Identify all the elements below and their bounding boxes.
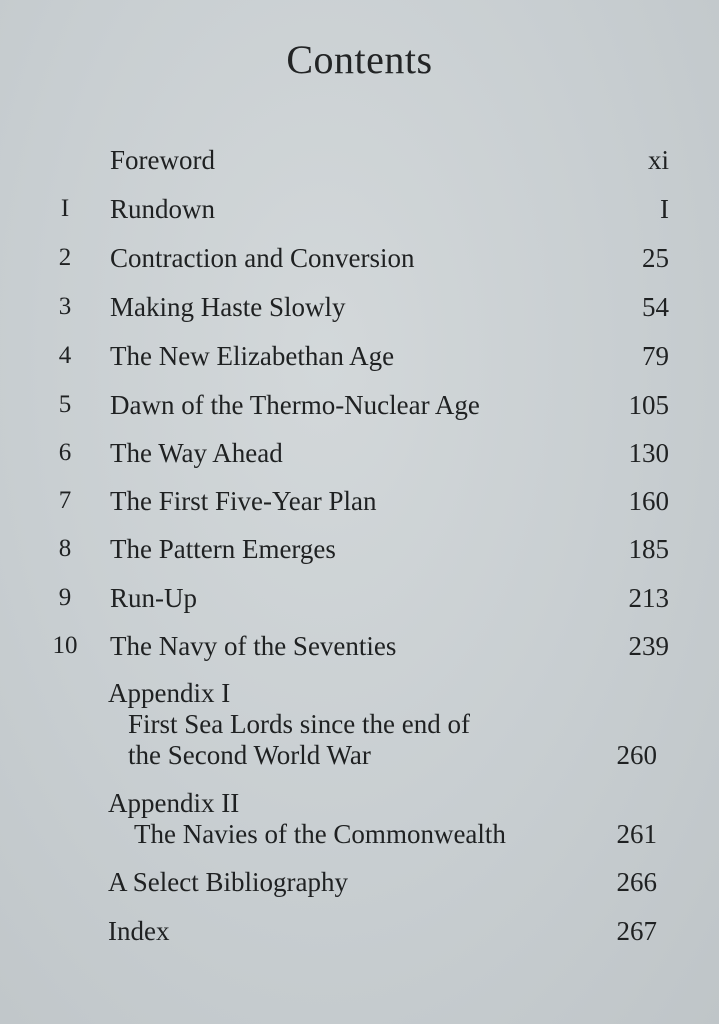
chapter-title: Making Haste Slowly xyxy=(110,292,346,322)
toc-entry-chapter-8[interactable] xyxy=(0,531,719,567)
chapter-number: 4 xyxy=(58,342,72,369)
page-number: 105 xyxy=(628,390,669,420)
toc-entry-chapter-4[interactable] xyxy=(0,338,719,374)
appendix-subtitle: The Navies of the Commonwealth xyxy=(134,819,506,849)
chapter-title: The Navy of the Seventies xyxy=(110,631,397,661)
chapter-title: The Way Ahead xyxy=(110,438,283,468)
page-number: 185 xyxy=(628,534,669,564)
toc-entry-chapter-7[interactable] xyxy=(0,483,719,519)
appendix-heading: Appendix II xyxy=(108,788,240,818)
chapter-number: 2 xyxy=(58,244,72,271)
toc-entry-chapter-5[interactable] xyxy=(0,387,719,423)
chapter-number: 7 xyxy=(58,487,72,514)
page-title: Contents xyxy=(286,37,433,82)
toc-entry-chapter-2[interactable] xyxy=(0,240,719,276)
appendix-subtitle: First Sea Lords since the end of xyxy=(128,709,470,739)
chapter-title: The First Five-Year Plan xyxy=(110,486,377,516)
page-number: 130 xyxy=(628,438,669,468)
toc-entry-foreword[interactable] xyxy=(0,142,719,178)
chapter-title: Dawn of the Thermo-Nuclear Age xyxy=(110,390,480,420)
page-number: 54 xyxy=(642,292,669,322)
chapter-number: 3 xyxy=(58,293,72,320)
chapter-title: Contraction and Conversion xyxy=(110,243,415,273)
chapter-title: Foreword xyxy=(110,145,215,175)
chapter-number: 5 xyxy=(58,391,72,418)
chapter-number: 6 xyxy=(58,439,72,466)
chapter-number: I xyxy=(60,195,70,222)
chapter-title: Run-Up xyxy=(110,583,197,613)
toc-entry-chapter-10[interactable] xyxy=(0,628,719,664)
chapter-title: The New Elizabethan Age xyxy=(110,341,395,371)
page-number: 266 xyxy=(616,867,657,897)
page-number: 261 xyxy=(616,819,657,849)
page-number: 239 xyxy=(628,631,669,661)
page-number: 267 xyxy=(616,916,657,946)
page-number: 79 xyxy=(642,341,669,371)
page-number: 25 xyxy=(642,243,669,273)
chapter-number: 9 xyxy=(58,584,72,611)
page-number: 260 xyxy=(616,740,657,770)
page-number: xi xyxy=(647,145,669,175)
toc-entry-chapter-6[interactable] xyxy=(0,435,719,471)
page-number: I xyxy=(660,194,669,224)
toc-entry-chapter-3[interactable] xyxy=(0,289,719,325)
chapter-title: Rundown xyxy=(110,194,216,224)
toc-entry-chapter-9[interactable] xyxy=(0,580,719,616)
chapter-title: Index xyxy=(108,916,170,946)
chapter-number: 10 xyxy=(52,632,78,659)
appendix-subtitle: the Second World War xyxy=(128,740,371,770)
chapter-title: A Select Bibliography xyxy=(108,867,348,897)
page-number: 160 xyxy=(628,486,669,516)
page-number: 213 xyxy=(628,583,669,613)
chapter-title: The Pattern Emerges xyxy=(110,534,336,564)
appendix-heading: Appendix I xyxy=(108,678,231,708)
toc-entry-chapter-1[interactable] xyxy=(0,191,719,227)
chapter-number: 8 xyxy=(58,535,72,562)
